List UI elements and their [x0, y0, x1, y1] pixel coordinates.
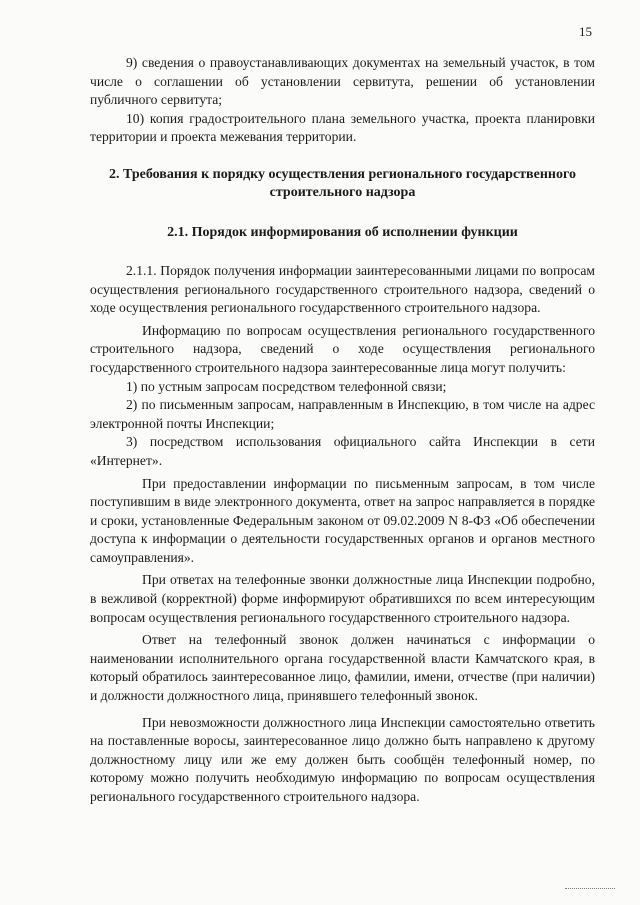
paragraph: При ответах на телефонные звонки должностные лица Инспекции подробно, в вежливой (корректной) форме информируют обратившихся по всем интересующим вопросам осуществления регионального государственного строительного надзора.	[90, 572, 595, 625]
paragraph: Информацию по вопросам осуществления регионального государственного строительного надзора, сведений о ходе осуществления регионального государственного строительного надзора заинтересованные лица могут получить:	[90, 322, 595, 375]
list-item: 1) по устным запросам посредством телефонной связи;	[126, 378, 447, 394]
footer-divider	[565, 888, 615, 889]
subsection-heading: 2.1. Порядок информирования об исполнении функции	[167, 224, 518, 240]
list-item: 3) посредством использования официального сайта Инспекции в сети «Интернет».	[90, 434, 595, 468]
paragraph: 2.1.1. Порядок получения информации заинтересованными лицами по вопросам осуществления регионального государственного строительного надзора, сведений о ходе осуществления регионального государственного строительного надзора.	[90, 262, 595, 316]
list-item: 2) по письменным запросам, направленным в Инспекцию, в том числе на адрес электронной почты Инспекции;	[90, 397, 595, 431]
paragraph: 9) сведения о правоустанавливающих документах на земельный участок, в том числе о соглашении об установлении сервитута, решении об установлении публичного сервитута;	[90, 55, 595, 108]
section-heading: 2. Требования к порядку осуществления регионального государственного строительного надзора	[109, 166, 576, 200]
document-body	[90, 54, 595, 807]
paragraph: При предоставлении информации по письменным запросам, в том числе поступившим в виде электронного документа, ответ на запрос направляется в порядке и сроки, установленные Федеральным законом от 09.02.2009 N 8-ФЗ «Об обеспечении доступа к информации о деятельности государственных органов и органов местного самоуправления».	[90, 475, 595, 565]
paragraph: 10) копия градостроительного плана земельного участка, проекта планировки территории и проекта межевания территории.	[90, 110, 595, 145]
paragraph: При невозможности должностного лица Инспекции самостоятельно ответить на поставленные воросы, заинтересованное лицо должно быть направлено к другому должностному лицу или же ему должен быть сообщён телефонный номер, по которому можно получить необходимую информацию по вопросам осуществления регионального государственного строительного надзора.	[90, 714, 595, 804]
paragraph: Ответ на телефонный звонок должен начинаться с информации о наименовании исполнительного органа государственной власти Камчатского края, в который обратилось заинтересованное лицо, фамилии, имени, отчестве (при наличии) и должности должностного лица, принявшего телефонный звонок.	[90, 632, 595, 704]
page-number: 15	[579, 24, 592, 39]
